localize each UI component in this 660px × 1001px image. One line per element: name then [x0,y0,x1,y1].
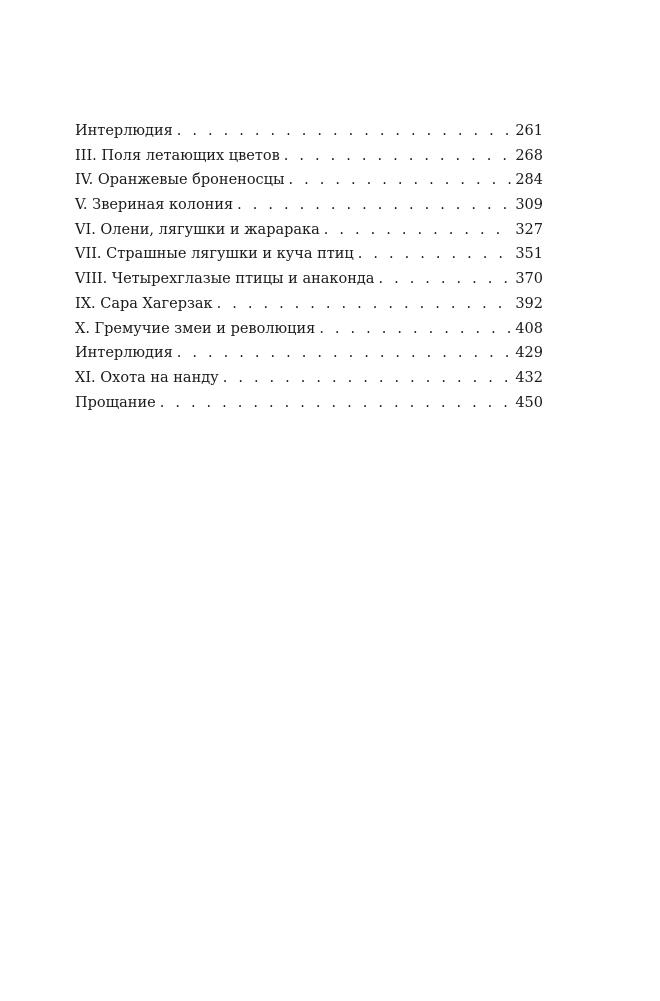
toc-leader-dots [237,193,511,218]
toc-leader-dots [177,341,512,366]
toc-entry [75,317,543,342]
toc-entry-title: VIII. Четырехглазые птицы и анаконда [75,271,375,288]
toc-entry-page: 392 [515,295,543,312]
toc-entry-page: 309 [515,197,543,214]
toc-entry-page: 450 [515,394,543,411]
toc-leader-dots [289,168,512,193]
toc-entry [75,218,543,243]
toc-entry-page: 284 [515,172,543,189]
toc-entry-title: XI. Охота на нанду [75,369,219,386]
table-of-contents [75,119,543,415]
toc-entry [75,292,543,317]
toc-entry-title: IV. Оранжевые броненосцы [75,172,285,189]
toc-entry-page: 370 [515,271,543,288]
toc-entry-title: V. Звериная колония [75,197,234,214]
toc-entry [75,144,543,169]
toc-entry [75,242,543,267]
toc-entry [75,119,543,144]
toc-entry-title: Интерлюдия [75,123,173,139]
toc-entry-title: VII. Страшные лягушки и куча птиц [75,246,354,263]
toc-entry [75,391,543,416]
toc-entry-title: Прощание [75,394,156,411]
toc-leader-dots [217,292,512,317]
toc-entry-title: III. Поля летающих цветов [75,147,280,164]
toc-leader-dots [378,267,511,292]
toc-leader-dots [223,366,512,391]
toc-entry [75,168,543,193]
toc-entry-title: VI. Олени, лягушки и жарарака [75,221,320,238]
toc-entry-title: Интерлюдия [75,345,173,362]
toc-entry-page: 351 [515,246,543,263]
toc-entry-page: 408 [515,320,543,337]
toc-entry-page: 268 [515,147,543,164]
toc-entry [75,341,543,366]
toc-entry-page: 432 [515,369,543,386]
toc-entry [75,267,543,292]
toc-leader-dots [324,218,512,243]
toc-entry-page: 327 [515,221,543,238]
toc-leader-dots [284,144,512,169]
toc-leader-dots [358,242,512,267]
toc-entry-page: 261 [515,123,543,139]
toc-entry-page: 429 [515,345,543,362]
toc-entry-title: X. Гремучие змеи и революция [75,320,316,337]
toc-entry [75,366,543,391]
toc-leader-dots [319,317,511,342]
toc-entry [75,193,543,218]
toc-entry-title: IX. Сара Хагерзак [75,295,213,312]
toc-leader-dots [177,119,512,144]
toc-leader-dots [160,391,512,416]
